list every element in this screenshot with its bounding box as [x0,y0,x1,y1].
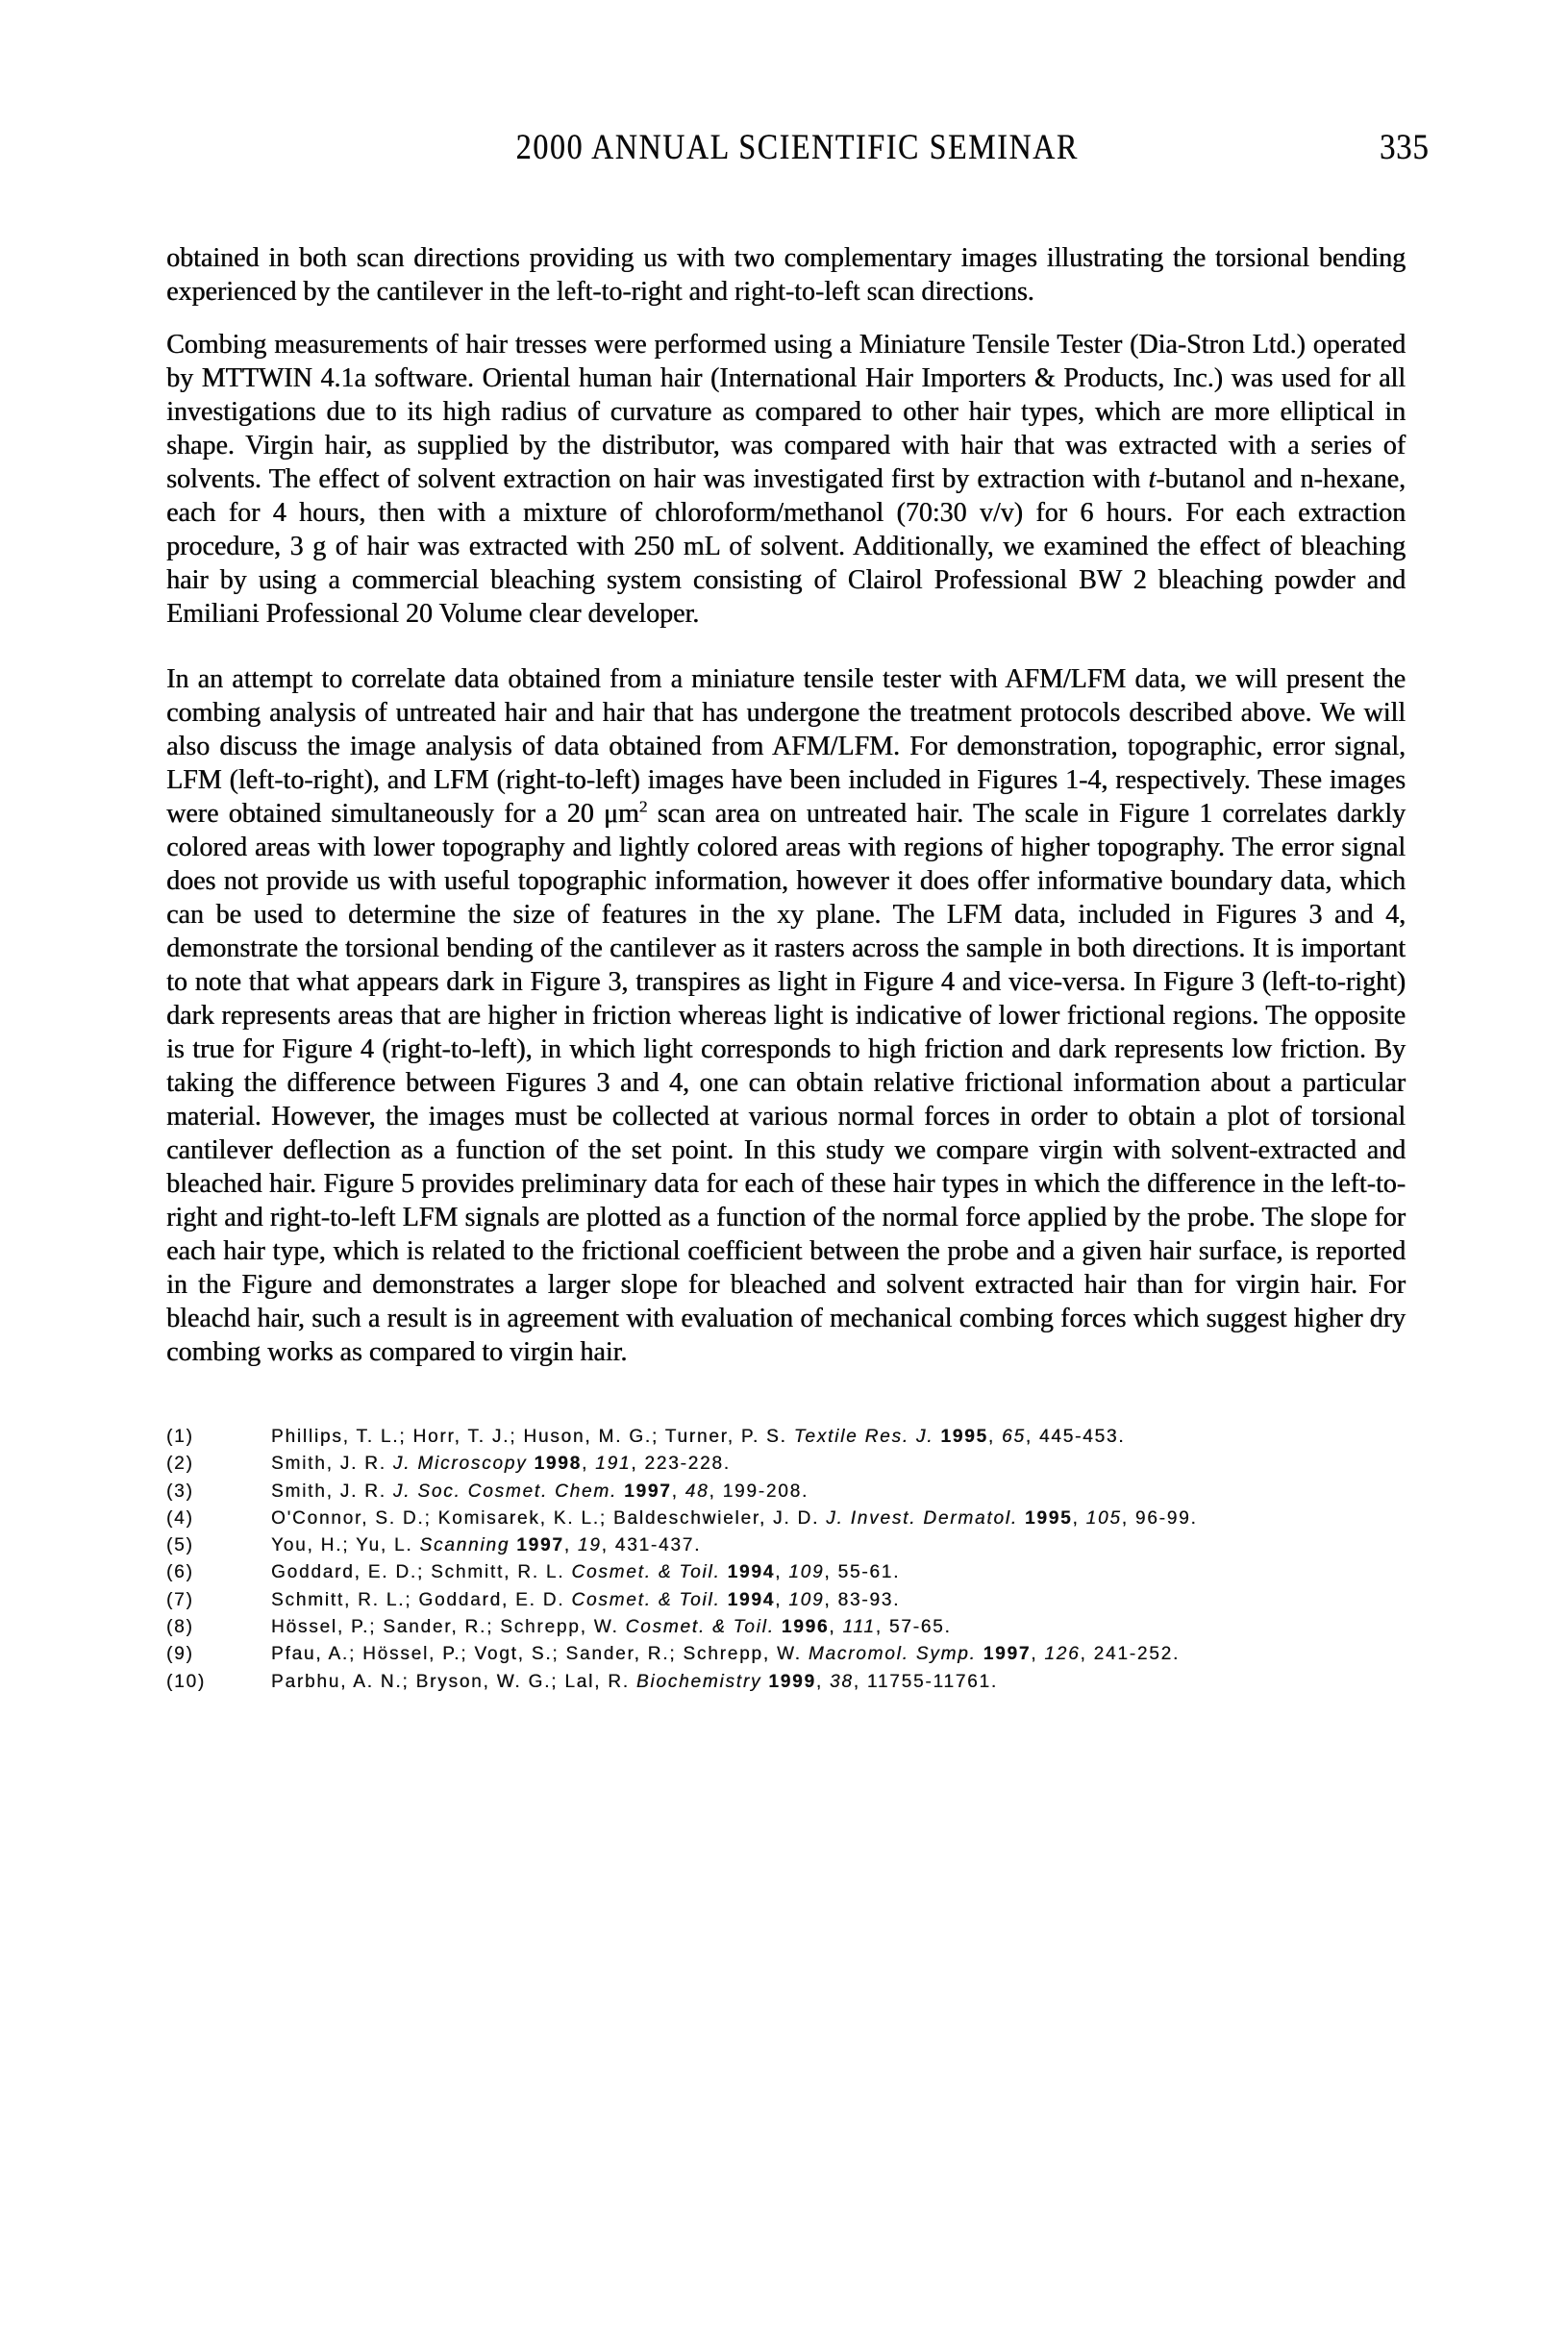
reference-item [166,1451,1416,1478]
page-title-text: 2000 ANNUAL SCIENTIFIC SEMINAR [515,128,1080,167]
reference-item [166,1479,1416,1505]
abstract-paragraph: In an attempt to correlate data obtained from a miniature tensile tester with AFM/LFM data, we will present the combing analysis of untreated hair and hair that has undergone the treatment protocols described above. We will also discuss the image analysis of data obtained from AFM/LFM. For demonstration, topographic, error signal, LFM (left-to-right), and LFM (right-to-left) images have been included in Figures 1-4, respectively. These images were obtained simultaneously for a 20 $\mu m^2$ scan area on untreated hair. The scale in Figure 1 correlates darkly colored areas with lower topography and lightly colored areas with regions of higher topography. The error signal does not provide us with useful topographic information, however it does offer informative boundary data, which can be used to determine the size of features in the xy plane. The LFM data, included in Figures 3 and 4, demonstrate the torsional bending of the cantilever as it rasters across the sample in both directions. It is important to note that what appears dark in Figure 3, transpires as light in Figure 4 and vice-versa. In Figure 3 (left-to-right) dark represents areas that are higher in friction whereas light is indicative of lower frictional regions. The opposite is true for Figure 4 (right-to-left), in which light corresponds to high friction and dark represents low friction. By taking the difference between Figures 3 and 4, one can obtain relative frictional information about a particular material. However, the images must be collected at various normal forces in order to obtain a plot of torsional cantilever deflection as a function of the set point. In this study we compare virgin with solvent-extracted and bleached hair. Figure 5 provides preliminary data for each of these hair types in which the difference in the left-to-right and right-to-left LFM signals are plotted as a function of the normal force applied by the probe. The slope for each hair type, which is related to the frictional coefficient between the probe and a given hair surface, is reported in the Figure and demonstrates a larger slope for bleached and solvent extracted hair than for virgin hair. For bleachd hair, such a result is in agreement with evaluation of mechanical combing forces which suggest higher dry combing works as compared to virgin hair. [166,664,1406,1367]
reference-text: Goddard, E. D.; Schmitt, R. L. Cosmet. & Toil. 1994, 109, 55-61. [271,1562,901,1583]
reference-number: (9) [166,1644,194,1665]
reference-text: O'Connor, S. D.; Komisarek, K. L.; Baldeschwieler, J. D. J. Invest. Dermatol. 1995, 105, 96-99. [271,1507,1198,1529]
reference-text: Schmitt, R. L.; Goddard, E. D. Cosmet. & Toil. 1994, 109, 83-93. [271,1589,901,1610]
reference-item [166,1669,1416,1696]
abstract-paragraph: Combing measurements of hair tresses were performed using a Miniature Tensile Tester (Dia-Stron Ltd.) operated by MTTWIN 4.1a software. Oriental human hair (International Hair Importers & Products, Inc.) was used for all investigations due to its high radius of curvature as compared to other hair types, which are more elliptical in shape. Virgin hair, as supplied by the distributor, was compared with hair that was extracted with a series of solvents. The effect of solvent extraction on hair was investigated first by extraction with t-butanol and n-hexane, each for 4 hours, then with a mixture of chloroform/methanol (70:30 v/v) for 6 hours. For each extraction procedure, 3 g of hair was extracted with 250 mL of solvent. Additionally, we examined the effect of bleaching hair by using a commercial bleaching system consisting of Clairol Professional BW 2 bleaching powder and Emiliani Professional 20 Volume clear developer. [166,330,1406,629]
reference-text: Smith, J. R. J. Microscopy 1998, 191, 223-228. [271,1454,731,1475]
reference-item [166,1505,1416,1532]
references-list [166,1424,1416,1696]
reference-text: You, H.; Yu, L. Scanning 1997, 19, 431-437. [271,1535,702,1556]
abstract-body [166,241,1406,1369]
reference-number: (3) [166,1481,194,1502]
reference-number: (5) [166,1535,194,1556]
reference-text: Phillips, T. L.; Horr, T. J.; Huson, M. G.; Turner, P. S. Textile Res. J. 1995, 65, 445-453. [271,1427,1126,1447]
abstract-paragraph: obtained in both scan directions providing us with two complementary images illustrating the torsional bending experienced by the cantilever in the left-to-right and right-to-left scan directions. [166,243,1406,307]
reference-number: (4) [166,1507,194,1529]
page-title [166,127,1429,169]
reference-number: (7) [166,1589,194,1610]
reference-text: Smith, J. R. J. Soc. Cosmet. Chem. 1997, 48, 199-208. [271,1481,809,1502]
reference-number: (1) [166,1427,194,1447]
reference-text: Parbhu, A. N.; Bryson, W. G.; Lal, R. Biochemistry 1999, 38, 11755-11761. [271,1671,998,1692]
reference-text: Hössel, P.; Sander, R.; Schrepp, W. Cosmet. & Toil. 1996, 111, 57-65. [271,1617,952,1638]
reference-text: Pfau, A.; Hössel, P.; Vogt, S.; Sander, R.; Schrepp, W. Macromol. Symp. 1997, 126, 241-252. [271,1644,1181,1665]
page-header [166,127,1429,171]
reference-item [166,1587,1416,1614]
reference-number: (6) [166,1562,194,1583]
page-number [1373,127,1430,169]
reference-number: (10) [166,1671,206,1692]
page-number-text: 335 [1379,128,1429,167]
reference-item [166,1424,1416,1451]
reference-item [166,1614,1416,1641]
reference-number: (2) [166,1454,194,1475]
reference-item [166,1559,1416,1586]
reference-number: (8) [166,1617,194,1638]
reference-item [166,1532,1416,1559]
reference-item [166,1641,1416,1668]
